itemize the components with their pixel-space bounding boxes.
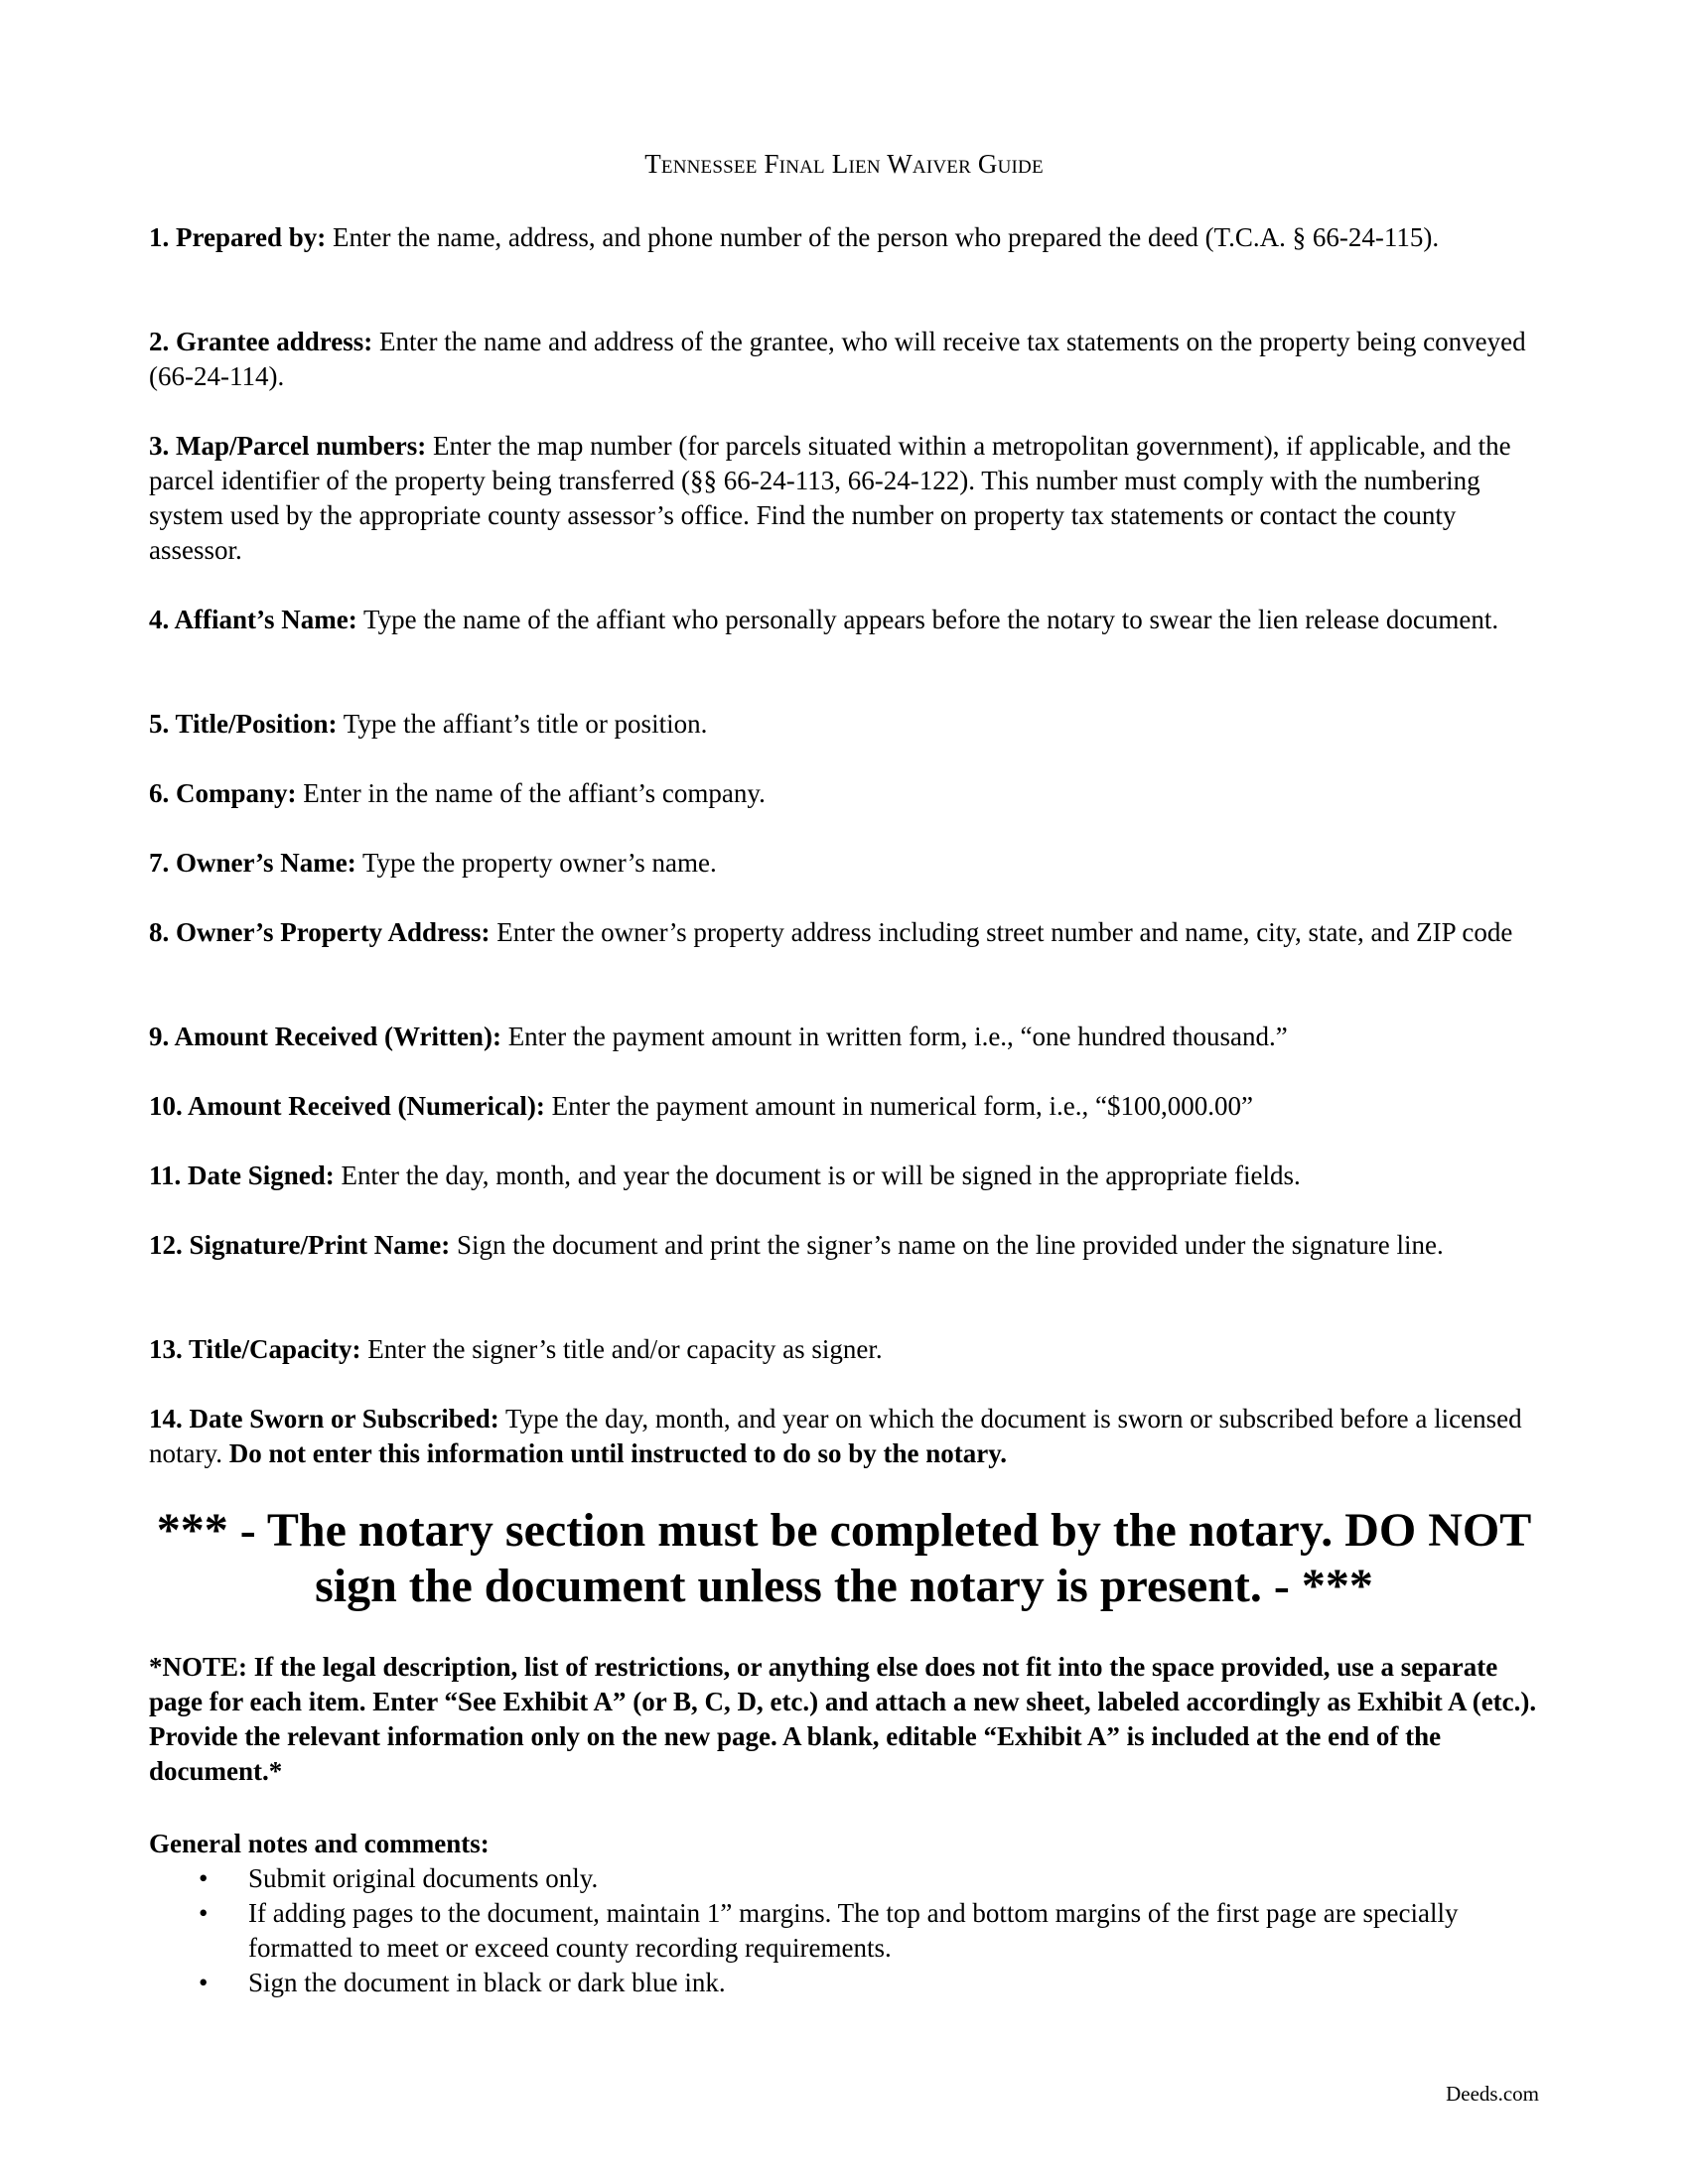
instruction-item bbox=[149, 915, 1549, 950]
instruction-label: 6. Company: bbox=[149, 778, 297, 808]
instruction-text: Type the name of the affiant who personally appears before the notary to swear the lien release document. bbox=[356, 605, 1499, 634]
instruction-item bbox=[149, 1089, 1549, 1124]
instruction-item bbox=[149, 1020, 1549, 1054]
bullet-icon: • bbox=[199, 1968, 209, 1997]
instruction-item bbox=[149, 1159, 1549, 1193]
instruction-text: Enter the payment amount in numerical form, i.e., “$100,000.00” bbox=[544, 1091, 1253, 1121]
instruction-item bbox=[149, 1228, 1549, 1263]
bullet-icon: • bbox=[199, 1898, 209, 1928]
list-item bbox=[149, 1966, 1549, 2000]
instruction-text: Enter the name and address of the grantee, who will receive tax statements on the property being conveyed (66-24-114). bbox=[149, 327, 1526, 391]
instruction-item bbox=[149, 1402, 1549, 1471]
instruction-label: 4. Affiant’s Name: bbox=[149, 605, 357, 634]
instruction-text: Sign the document and print the signer’s name on the line provided under the signature line. bbox=[450, 1230, 1444, 1260]
instruction-emphasis: Do not enter this information until instructed to do so by the notary. bbox=[228, 1438, 1008, 1468]
instruction-label: 7. Owner’s Name: bbox=[149, 848, 356, 878]
instruction-item bbox=[149, 776, 1549, 811]
general-notes-list bbox=[149, 1861, 1549, 2000]
instruction-label: 13. Title/Capacity: bbox=[149, 1334, 361, 1364]
instruction-item bbox=[149, 1332, 1549, 1367]
instruction-label: 3. Map/Parcel numbers: bbox=[149, 431, 427, 461]
exhibit-note: *NOTE: If the legal description, list of restrictions, or anything else does not fit into the space provided, use a separate page for each item. Enter “See Exhibit A” (or B, C, D, etc.) and attach a new sheet, labeled accordingly as Exhibit A (etc.). Provide the relevant information only on the new page. A blank, editable “Exhibit A” is included at the end of the document.* bbox=[149, 1652, 1537, 1786]
notary-warning: *** - The notary section must be completed by the notary. DO NOT sign the document unless the notary is present. - *** bbox=[156, 1504, 1532, 1612]
instruction-text: Type the day, month, and year on which the document is sworn or subscribed before a licensed notary. bbox=[149, 1404, 1522, 1468]
instruction-label: 12. Signature/Print Name: bbox=[149, 1230, 451, 1260]
instruction-text: Enter the payment amount in written form, i.e., “one hundred thousand.” bbox=[500, 1022, 1288, 1051]
bullet-icon: • bbox=[199, 1863, 209, 1893]
list-item bbox=[149, 1896, 1549, 1966]
general-notes-heading: General notes and comments: bbox=[149, 1829, 490, 1858]
instruction-item bbox=[149, 220, 1549, 255]
page-title: Tennessee Final Lien Waiver Guide bbox=[644, 149, 1044, 179]
instruction-item bbox=[149, 603, 1549, 637]
instruction-item bbox=[149, 707, 1549, 742]
instruction-label: 1. Prepared by: bbox=[149, 222, 327, 252]
instruction-text: Enter the map number (for parcels situated within a metropolitan government), if applicable, and the parcel identifier of the property being transferred (§§ 66-24-113, 66-24-122). This number must comply with the numbering system used by the appropriate county assessor’s office. Find the number on property tax statements or contact the county assessor. bbox=[149, 431, 1511, 565]
instruction-item bbox=[149, 325, 1549, 394]
instruction-text: Enter the day, month, and year the document is or will be signed in the appropriate fields. bbox=[334, 1160, 1301, 1190]
footer-brand: Deeds.com bbox=[1446, 2082, 1539, 2106]
bullet-text: Sign the document in black or dark blue ink. bbox=[248, 1968, 726, 1997]
instruction-text: Type the affiant’s title or position. bbox=[337, 709, 708, 739]
instruction-label: 14. Date Sworn or Subscribed: bbox=[149, 1404, 499, 1433]
bullet-text: Submit original documents only. bbox=[248, 1863, 599, 1893]
instruction-text: Type the property owner’s name. bbox=[355, 848, 717, 878]
instruction-item bbox=[149, 846, 1549, 881]
instruction-label: 8. Owner’s Property Address: bbox=[149, 917, 491, 947]
instruction-text: Enter the signer’s title and/or capacity as signer. bbox=[360, 1334, 883, 1364]
bullet-text: If adding pages to the document, maintain 1” margins. The top and bottom margins of the first page are specially formatted to meet or exceed county recording requirements. bbox=[248, 1898, 1459, 1963]
instruction-label: 10. Amount Received (Numerical): bbox=[149, 1091, 545, 1121]
list-item bbox=[149, 1861, 1549, 1896]
instruction-label: 9. Amount Received (Written): bbox=[149, 1022, 501, 1051]
instruction-label: 5. Title/Position: bbox=[149, 709, 338, 739]
instruction-item bbox=[149, 429, 1549, 568]
instruction-text: Enter the name, address, and phone number of the person who prepared the deed (T.C.A. § 66-24-115). bbox=[326, 222, 1440, 252]
instruction-label: 2. Grantee address: bbox=[149, 327, 373, 356]
instruction-label: 11. Date Signed: bbox=[149, 1160, 335, 1190]
instruction-text: Enter in the name of the affiant’s company. bbox=[296, 778, 766, 808]
instruction-text: Enter the owner’s property address including street number and name, city, state, and ZIP code bbox=[490, 917, 1513, 947]
